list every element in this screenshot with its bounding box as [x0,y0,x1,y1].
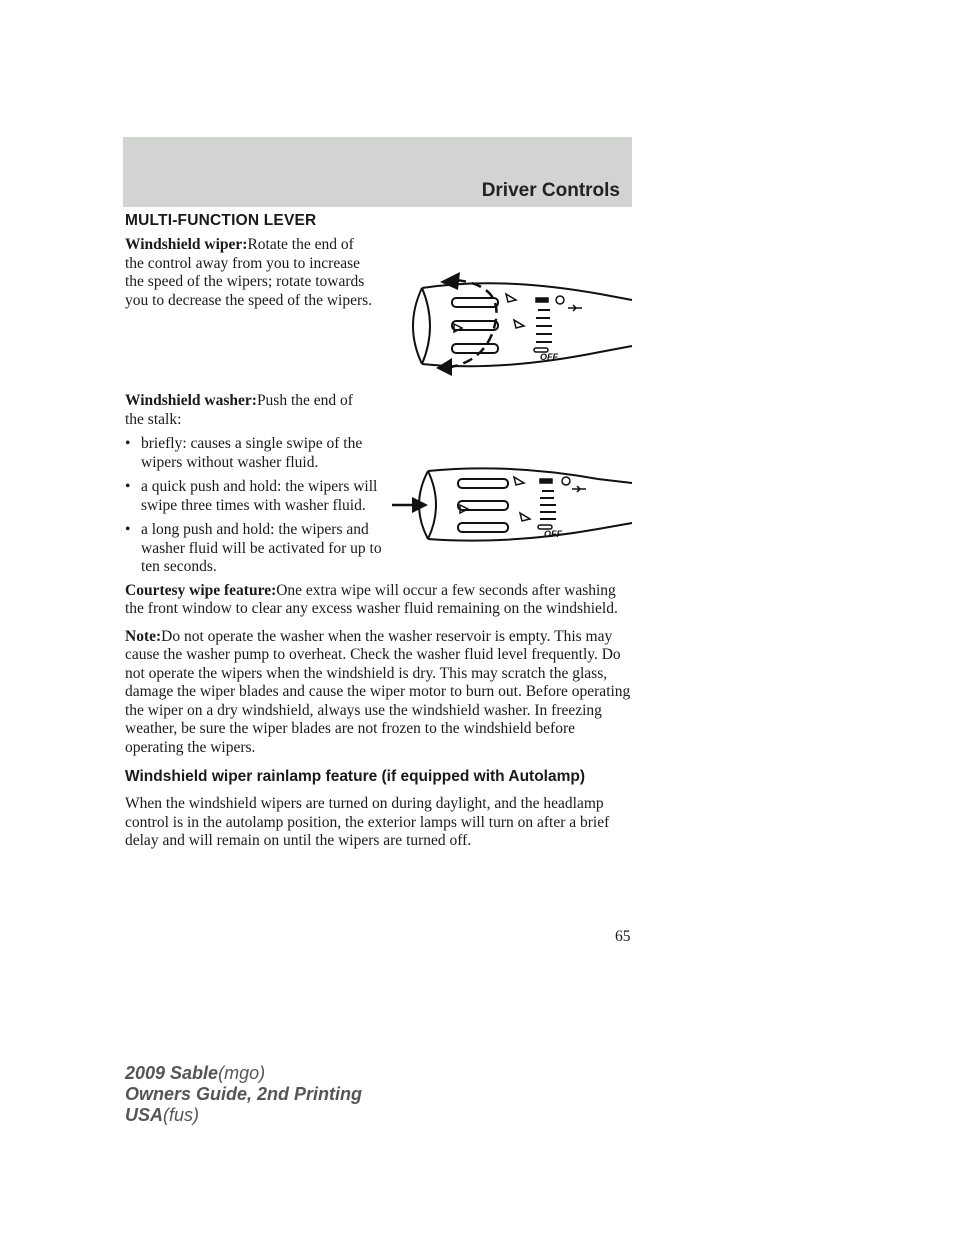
footer-line-2: Owners Guide, 2nd Printing [125,1084,363,1104]
washer-text: Push the end of the stalk: [125,392,353,428]
off-label: OFF [544,529,562,539]
page-number: 65 [615,928,631,945]
washer-push-illustration [388,465,638,545]
note-text: Do not operate the washer when the washer reservoir is empty. This may cause the washer pump to overheat. Check the washer fluid level frequently. Do not operate the wipers when the windshield is dry. This may scratch the glass, damage the wiper blades and cause the wiper motor to burn out. Before operating the wiper on a dry windshield, always use the windshield washer. In freezing weather, be sure the wiper blades are not frozen to the windshield before operating the wipers. [125,627,631,756]
header-bar [123,137,632,207]
rainlamp-title: Windshield wiper rainlamp feature (if equipped with Autolamp) [125,768,586,785]
washer-bullet-list [125,435,385,577]
note-label: Note: [125,627,162,645]
list-item: • a long push and hold: the wipers and washer fluid will be activated for up to ten seconds. [125,521,382,575]
footer [125,1063,362,1126]
washer-label: Windshield washer: [125,392,257,409]
wiper-rotate-illustration [400,268,636,380]
washer-paragraph [125,392,373,429]
wiper-label: Windshield wiper: [125,236,248,253]
courtesy-label: Courtesy wipe feature: [125,581,277,599]
rainlamp-paragraph: When the windshield wipers are turned on during daylight, and the headlamp control is in the autolamp position, the exterior lamps will turn on after a brief delay and will remain on until the wipers are turned off. [125,795,610,849]
section-header-title: Driver Controls [481,180,620,201]
section-title: MULTI-FUNCTION LEVER [125,212,317,229]
courtesy-paragraph [125,582,637,619]
wiper-paragraph [125,236,373,310]
list-item: • briefly: causes a single swipe of the wipers without washer fluid. [125,435,363,471]
wiper-text: Rotate the end of the control away from you to increase the speed of the wipers; rotate towards you to decrease the speed of the wipers. [125,236,373,309]
footer-line-3: USA(fus) [125,1105,200,1125]
list-item: • a quick push and hold: the wipers will swipe three times with washer fluid. [125,478,378,514]
off-label: OFF [540,352,558,362]
footer-line-1: 2009 Sable(mgo) [125,1063,266,1083]
note-paragraph [125,628,637,758]
courtesy-text: One extra wipe will occur a few seconds after washing the front window to clear any excess washer fluid remaining on the windshield. [125,581,618,617]
